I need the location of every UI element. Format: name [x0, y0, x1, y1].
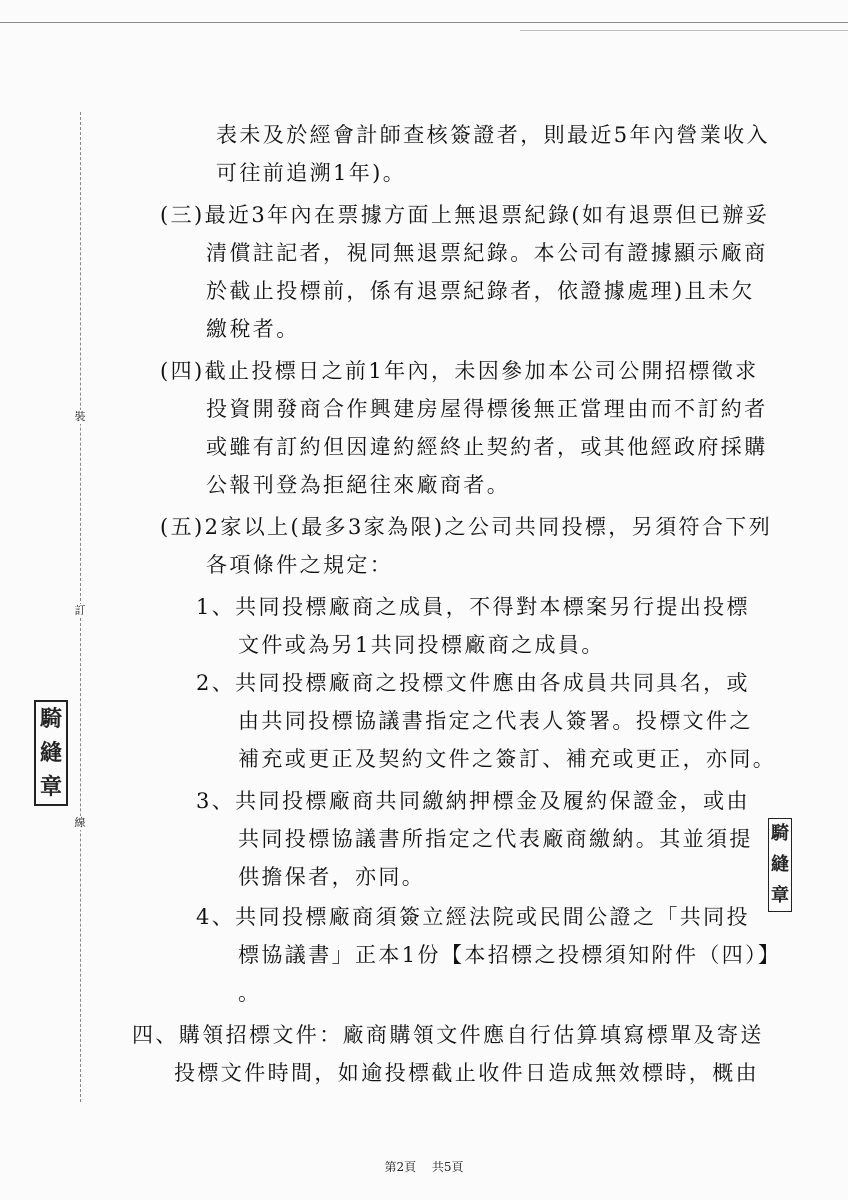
sub-item-3-line: 3、共同投標廠商共同繳納押標金及履約保證金，或由	[196, 789, 750, 813]
binding-label-bind: 裝	[71, 410, 89, 424]
clause-4-line: 或雖有訂約但因違約經終止契約者，或其他經政府採購	[206, 435, 768, 459]
seal-char: 縫	[39, 740, 62, 766]
sub-item-3-line: 共同投標協議書所指定之代表廠商繳納。其並須提	[238, 827, 753, 851]
sub-item-3-line: 供擔保者，亦同。	[238, 865, 426, 889]
clause-3-line: 於截止投標前，係有退票紀錄者，依證據處理)且未欠	[206, 279, 755, 303]
sub-item-2-line: 由共同投標協議書指定之代表人簽署。投標文件之	[238, 709, 753, 733]
sub-item-1-line: 文件或為另1共同投標廠商之成員。	[238, 633, 605, 657]
seal-char: 騎	[39, 706, 62, 732]
page-number: 第2頁	[384, 1160, 417, 1174]
section-4-line: 四、購領招標文件：廠商購領文件應自行估算填寫標單及寄送	[132, 1023, 764, 1047]
sub-item-4-line: 4、共同投標廠商須簽立經法院或民間公證之「共同投	[196, 905, 750, 929]
sub-item-2-line: 補充或更正及契約文件之簽訂、補充或更正，亦同。	[238, 747, 777, 771]
seal-char: 縫	[771, 853, 789, 875]
sub-item-4-line: 標協議書」正本1份【本招標之投標須知附件（四）】	[238, 943, 782, 967]
clause-4-line: 公報刊登為拒絕往來廠商者。	[206, 473, 511, 497]
body-line: 可往前追溯1年)。	[216, 161, 407, 185]
seam-seal-left	[34, 700, 68, 806]
clause-3-line: (三)最近3年內在票據方面上無退票紀錄(如有退票但已辦妥	[160, 203, 770, 227]
binding-label-staple: 訂	[71, 604, 89, 618]
clause-3-line: 繳稅者。	[206, 317, 300, 341]
sub-item-4-line: 。	[238, 981, 262, 1005]
body-line: 表未及於經會計師查核簽證者，則最近5年內營業收入	[216, 123, 770, 147]
page-footer	[0, 1158, 848, 1175]
seal-char: 章	[39, 774, 62, 800]
top-scan-edge	[0, 22, 848, 23]
clause-3-line: 清償註記者，視同無退票紀錄。本公司有證據顯示廠商	[206, 241, 768, 265]
clause-4-line: (四)截止投標日之前1年內，未因參加本公司公開招標徵求	[160, 359, 759, 383]
clause-5-line: 各項條件之規定：	[206, 553, 394, 577]
page-total: 共5頁	[431, 1160, 464, 1174]
seal-char: 騎	[771, 823, 789, 845]
clause-4-line: 投資開發商合作興建房屋得標後無正當理由而不訂約者	[206, 397, 768, 421]
section-4-line: 投標文件時間，如逾投標截止收件日造成無效標時，概由	[174, 1061, 759, 1085]
clause-5-line: (五)2家以上(最多3家為限)之公司共同投標，另須符合下列	[160, 515, 773, 539]
seal-char: 章	[771, 884, 789, 906]
binding-label-line: 線	[71, 816, 89, 830]
top-scan-edge-secondary	[520, 30, 848, 31]
seam-seal-right	[768, 818, 792, 912]
sub-item-2-line: 2、共同投標廠商之投標文件應由各成員共同具名，或	[196, 671, 750, 695]
sub-item-1-line: 1、共同投標廠商之成員，不得對本標案另行提出投標	[196, 595, 750, 619]
